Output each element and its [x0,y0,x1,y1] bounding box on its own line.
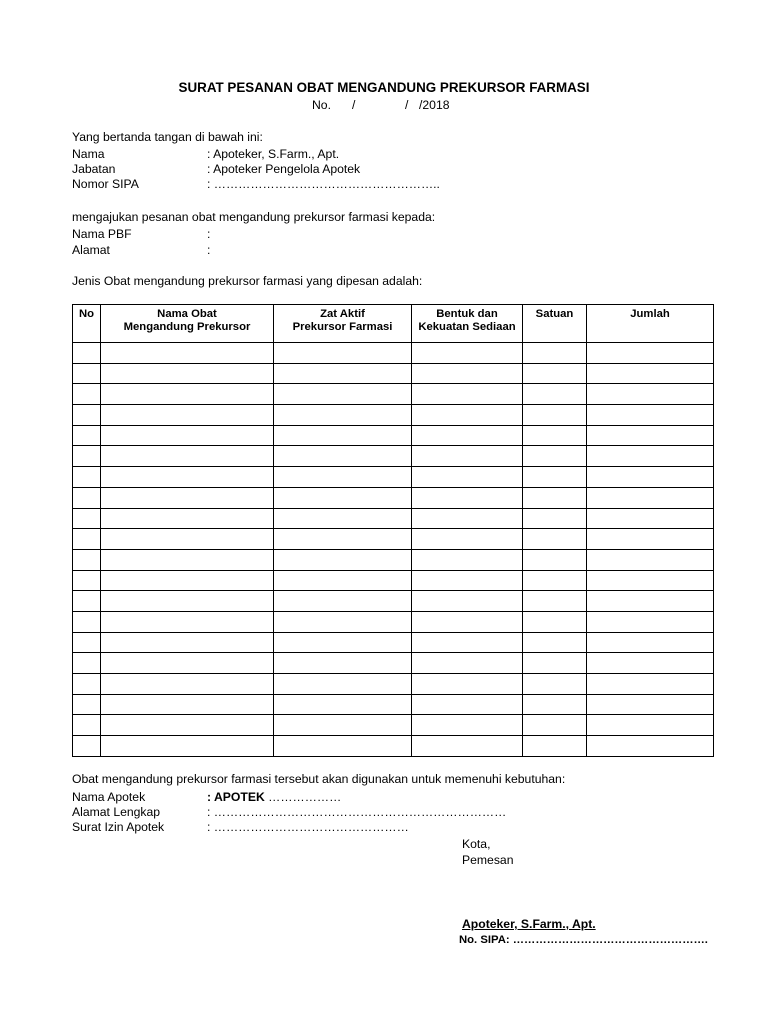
quantity-cell [587,653,714,674]
quantity-cell [587,632,714,653]
order-number-year: /2018 [419,98,450,112]
row-number-cell [73,384,101,405]
dosage-form-cell [412,343,523,364]
pharmacy-address-label: Alamat Lengkap [72,805,161,819]
pharmacy-name-prefix: : APOTEK [207,790,265,804]
table-row [73,363,714,384]
dosage-form-cell [412,529,523,550]
dosage-form-cell [412,611,523,632]
table-row [73,508,714,529]
unit-cell [523,487,587,508]
active-substance-cell [274,715,412,736]
pharmacy-name-dots: ……………… [264,790,342,804]
supplier-intro: mengajukan pesanan obat mengandung prekursor farmasi kepada: [72,210,436,224]
drug-name-cell [101,736,274,757]
order-number-label: No. [312,98,331,112]
quantity-cell [587,425,714,446]
dosage-form-cell [412,467,523,488]
unit-cell [523,715,587,736]
quantity-cell [587,736,714,757]
row-number-cell [73,508,101,529]
column-header-dosage-form: Bentuk dan Kekuatan Sediaan [412,305,523,343]
row-number-cell [73,425,101,446]
unit-cell [523,508,587,529]
quantity-cell [587,446,714,467]
unit-cell [523,446,587,467]
active-substance-cell [274,611,412,632]
document-title: SURAT PESANAN OBAT MENGANDUNG PREKURSOR FARMASI [178,80,590,95]
quantity-cell [587,570,714,591]
unit-cell [523,632,587,653]
dosage-form-cell [412,508,523,529]
unit-cell [523,343,587,364]
unit-cell [523,736,587,757]
dosage-form-cell [412,736,523,757]
signer-name-label: Nama [72,147,105,161]
active-substance-cell [274,405,412,426]
pharmacy-name-label: Nama Apotek [72,790,146,804]
dosage-form-cell [412,549,523,570]
column-header-no: No [73,305,101,343]
drug-name-cell [101,363,274,384]
active-substance-cell [274,425,412,446]
table-row [73,343,714,364]
row-number-cell [73,653,101,674]
active-substance-cell [274,467,412,488]
table-row [73,653,714,674]
row-number-cell [73,632,101,653]
row-number-cell [73,487,101,508]
signature-sipa: No. SIPA: ……………………………………………. [459,934,708,946]
active-substance-cell [274,632,412,653]
drug-name-cell [101,487,274,508]
drug-name-cell [101,653,274,674]
drug-name-cell [101,425,274,446]
supplier-name-label: Nama PBF [72,227,132,241]
row-number-cell [73,405,101,426]
column-header-drug-name: Nama Obat Mengandung Prekursor [101,305,274,343]
quantity-cell [587,487,714,508]
pharmacy-license-label: Surat Izin Apotek [72,820,165,834]
table-row [73,611,714,632]
drug-name-cell [101,384,274,405]
unit-cell [523,529,587,550]
table-row [73,694,714,715]
quantity-cell [587,674,714,695]
usage-intro: Obat mengandung prekursor farmasi tersebut akan digunakan untuk memenuhi kebutuhan: [72,772,566,786]
unit-cell [523,405,587,426]
signer-name-value: : Apoteker, S.Farm., Apt. [207,147,340,161]
signer-sipa-label: Nomor SIPA [72,177,139,191]
dosage-form-cell [412,384,523,405]
signature-city: Kota, [462,837,491,851]
table-row [73,674,714,695]
order-table [72,304,714,757]
signer-position-value: : Apoteker Pengelola Apotek [207,162,361,176]
signer-position-label: Jabatan [72,162,116,176]
unit-cell [523,591,587,612]
quantity-cell [587,508,714,529]
drug-name-cell [101,508,274,529]
pharmacy-license-value: : ………………………………………… [207,820,409,834]
table-row [73,405,714,426]
active-substance-cell [274,694,412,715]
row-number-cell [73,467,101,488]
dosage-form-cell [412,674,523,695]
row-number-cell [73,611,101,632]
table-row [73,467,714,488]
row-number-cell [73,570,101,591]
drug-name-cell [101,570,274,591]
row-number-cell [73,674,101,695]
dosage-form-cell [412,591,523,612]
quantity-cell [587,694,714,715]
drug-name-cell [101,529,274,550]
active-substance-cell [274,653,412,674]
unit-cell [523,611,587,632]
table-row [73,549,714,570]
drug-name-cell [101,343,274,364]
row-number-cell [73,591,101,612]
quantity-cell [587,343,714,364]
table-row [73,384,714,405]
table-row [73,487,714,508]
signer-intro: Yang bertanda tangan di bawah ini: [72,130,263,144]
pharmacy-name-value [207,790,341,804]
table-intro: Jenis Obat mengandung prekursor farmasi yang dipesan adalah: [72,274,423,288]
active-substance-cell [274,591,412,612]
active-substance-cell [274,674,412,695]
quantity-cell [587,363,714,384]
drug-name-cell [101,549,274,570]
supplier-address-label: Alamat [72,243,110,257]
table-row [73,446,714,467]
active-substance-cell [274,363,412,384]
unit-cell [523,653,587,674]
quantity-cell [587,715,714,736]
unit-cell [523,674,587,695]
drug-name-cell [101,715,274,736]
pharmacy-address-value: : ……………………………………………………………… [207,805,507,819]
column-header-quantity: Jumlah [587,305,714,343]
row-number-cell [73,529,101,550]
signature-name: Apoteker, S.Farm., Apt. [462,917,596,931]
dosage-form-cell [412,363,523,384]
table-row [73,632,714,653]
row-number-cell [73,446,101,467]
unit-cell [523,694,587,715]
active-substance-cell [274,549,412,570]
dosage-form-cell [412,446,523,467]
dosage-form-cell [412,715,523,736]
drug-name-cell [101,611,274,632]
dosage-form-cell [412,487,523,508]
drug-name-cell [101,405,274,426]
drug-name-cell [101,446,274,467]
active-substance-cell [274,508,412,529]
unit-cell [523,425,587,446]
drug-name-cell [101,674,274,695]
dosage-form-cell [412,570,523,591]
table-row [73,425,714,446]
table-row [73,529,714,550]
row-number-cell [73,363,101,384]
dosage-form-cell [412,405,523,426]
unit-cell [523,363,587,384]
table-row [73,591,714,612]
active-substance-cell [274,487,412,508]
quantity-cell [587,529,714,550]
row-number-cell [73,715,101,736]
drug-name-cell [101,632,274,653]
unit-cell [523,467,587,488]
active-substance-cell [274,736,412,757]
unit-cell [523,384,587,405]
quantity-cell [587,591,714,612]
drug-name-cell [101,694,274,715]
order-number-separator: / [352,98,356,112]
column-header-unit: Satuan [523,305,587,343]
row-number-cell [73,343,101,364]
active-substance-cell [274,570,412,591]
row-number-cell [73,736,101,757]
unit-cell [523,570,587,591]
quantity-cell [587,467,714,488]
table-header-row [73,305,714,343]
dosage-form-cell [412,653,523,674]
column-header-active-substance: Zat Aktif Prekursor Farmasi [274,305,412,343]
dosage-form-cell [412,425,523,446]
drug-name-cell [101,467,274,488]
supplier-address-value: : [207,243,211,257]
row-number-cell [73,694,101,715]
quantity-cell [587,549,714,570]
table-row [73,715,714,736]
quantity-cell [587,384,714,405]
table-row [73,736,714,757]
quantity-cell [587,611,714,632]
signer-sipa-value: : ……………………………………………….. [207,177,440,191]
active-substance-cell [274,529,412,550]
dosage-form-cell [412,632,523,653]
dosage-form-cell [412,694,523,715]
active-substance-cell [274,446,412,467]
unit-cell [523,549,587,570]
drug-name-cell [101,591,274,612]
row-number-cell [73,549,101,570]
active-substance-cell [274,384,412,405]
supplier-name-value: : [207,227,211,241]
signature-role: Pemesan [462,853,514,867]
table-row [73,570,714,591]
quantity-cell [587,405,714,426]
order-number-separator: / [405,98,409,112]
active-substance-cell [274,343,412,364]
